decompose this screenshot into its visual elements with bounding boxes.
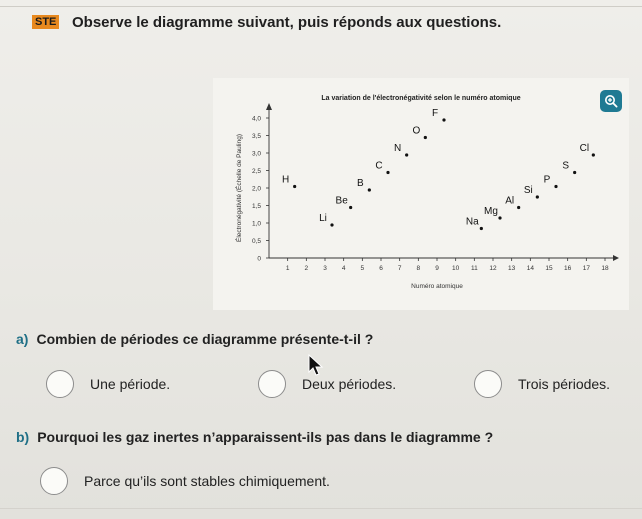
data-point-label: H	[282, 174, 290, 186]
option-stables-chimiquement[interactable]	[40, 467, 330, 495]
y-tick-label: 0	[257, 255, 261, 263]
option-label: Deux périodes.	[302, 376, 397, 392]
data-point	[554, 185, 557, 188]
data-point-label: N	[394, 143, 402, 154]
x-tick-label: 5	[360, 265, 365, 272]
data-point	[536, 195, 539, 198]
radio-circle[interactable]	[474, 370, 502, 398]
x-tick-label: 13	[508, 265, 516, 272]
radio-circle[interactable]	[46, 370, 74, 398]
x-axis-label: Numéro atomique	[411, 283, 463, 290]
data-point-label: C	[375, 160, 383, 172]
y-tick-label: 3,0	[251, 150, 261, 158]
zoom-button[interactable]	[600, 90, 622, 112]
data-point	[498, 216, 501, 219]
data-point	[293, 185, 296, 188]
chart-panel	[213, 78, 629, 310]
option-une-periode[interactable]	[46, 370, 170, 398]
option-label: Une période.	[90, 376, 171, 392]
option-deux-periodes[interactable]	[258, 370, 396, 398]
x-tick-label: 16	[564, 265, 572, 272]
data-point	[573, 171, 576, 174]
x-tick-label: 17	[582, 265, 590, 272]
question-a-letter: a)	[16, 331, 29, 347]
x-tick-label: 10	[452, 265, 460, 272]
data-point-label: Al	[505, 195, 515, 207]
ste-badge: STE	[32, 15, 59, 29]
data-point-label: B	[356, 178, 364, 189]
x-tick-label: 6	[379, 265, 383, 272]
x-tick-label: 14	[526, 265, 534, 272]
radio-circle[interactable]	[40, 467, 68, 495]
question-a-text: Combien de périodes ce diagramme présente-t-il ?	[36, 331, 374, 347]
chart-title: La variation de l'électronégativité selon le numéro atomique	[321, 95, 521, 102]
y-tick-label: 2,5	[251, 168, 261, 175]
data-point	[517, 206, 520, 209]
data-point-label: Si	[523, 185, 533, 196]
data-point	[386, 171, 389, 174]
y-axis-label: Électronégativité (Échelle de Pauling)	[236, 133, 243, 243]
data-point-label: Na	[465, 216, 479, 228]
data-point-label: Be	[335, 195, 348, 207]
y-tick-label: 2,0	[251, 185, 261, 193]
data-point	[330, 223, 333, 226]
x-tick-label: 4	[341, 265, 346, 272]
data-point-label: F	[431, 108, 439, 119]
question-b-text: Pourquoi les gaz inertes n’apparaissent-ils pas dans le diagramme ?	[37, 429, 494, 445]
y-tick-label: 3,5	[251, 133, 261, 140]
data-point	[405, 153, 408, 156]
zoom-in-icon	[604, 94, 618, 108]
top-divider	[0, 6, 642, 7]
y-tick-label: 4,0	[251, 115, 261, 123]
option-label: Parce qu’ils sont stables chimiquement.	[84, 473, 330, 489]
x-tick-label: 2	[304, 265, 309, 272]
mouse-pointer-icon	[308, 354, 324, 376]
data-point	[480, 227, 483, 230]
electronegativity-chart	[213, 78, 629, 310]
data-point-label: Li	[319, 213, 327, 224]
y-tick-label: 1,0	[251, 220, 261, 228]
data-point	[349, 206, 352, 209]
data-point	[592, 153, 595, 156]
data-point-label: P	[543, 174, 551, 186]
radio-circle[interactable]	[258, 370, 286, 398]
data-point	[368, 188, 371, 191]
data-point-label: S	[562, 160, 570, 172]
question-b	[16, 429, 493, 445]
option-label: Trois périodes.	[518, 376, 611, 392]
question-a	[16, 331, 373, 347]
data-point	[442, 118, 445, 121]
question-b-letter: b)	[16, 429, 30, 445]
data-point	[424, 136, 427, 139]
x-tick-label: 9	[435, 265, 439, 272]
data-point-label: Cl	[579, 143, 590, 154]
x-tick-label: 11	[470, 265, 478, 272]
x-tick-label: 3	[323, 265, 327, 272]
data-point-label: O	[412, 125, 421, 137]
bottom-divider	[0, 508, 642, 509]
x-tick-label: 7	[397, 265, 402, 272]
x-tick-label: 1	[285, 265, 290, 272]
data-point-label: Mg	[484, 206, 498, 217]
y-axis-arrow	[266, 103, 272, 110]
x-tick-label: 15	[545, 265, 553, 272]
instruction-text: Observe le diagramme suivant, puis réponds aux questions.	[72, 14, 502, 31]
x-axis-arrow	[613, 255, 619, 261]
y-tick-label: 0,5	[251, 238, 261, 245]
y-tick-label: 1,5	[251, 203, 261, 210]
x-tick-label: 12	[489, 265, 497, 272]
x-tick-label: 8	[416, 265, 421, 272]
option-trois-periodes[interactable]	[474, 370, 610, 398]
x-tick-label: 18	[601, 265, 609, 272]
